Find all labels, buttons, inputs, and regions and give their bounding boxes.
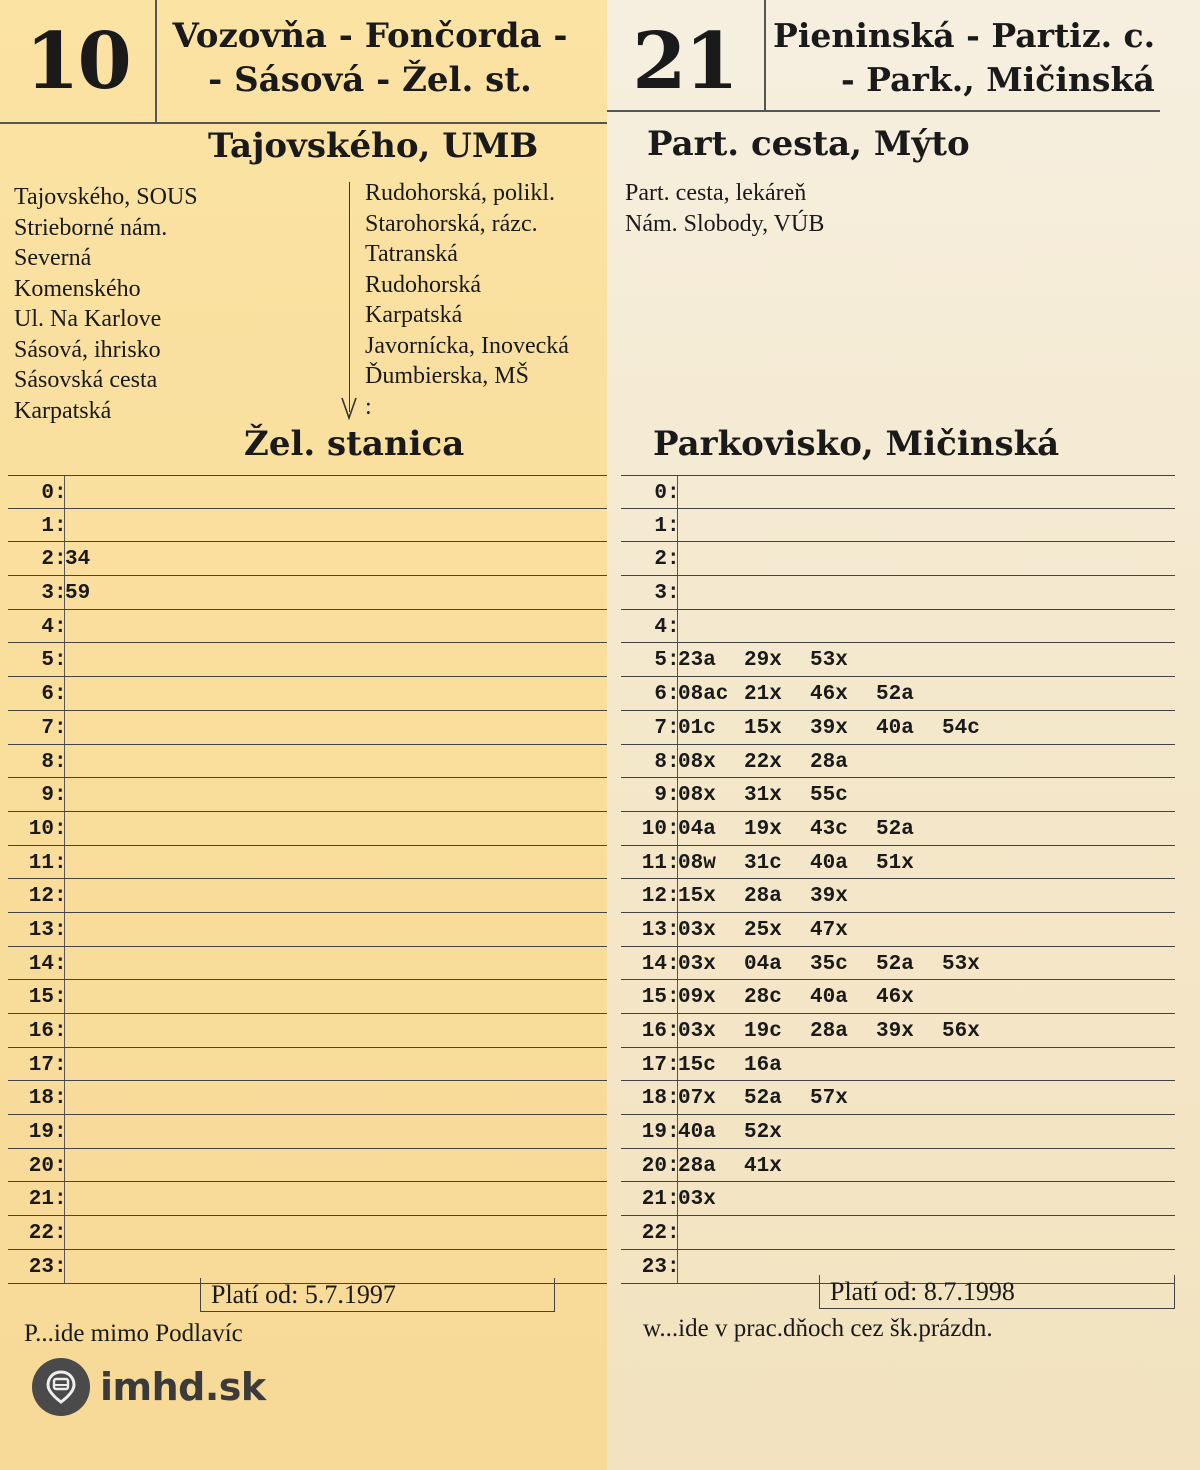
hour-label: 23 bbox=[28, 1255, 54, 1279]
departure-minute: 08w bbox=[678, 851, 716, 875]
hour-label: 18 bbox=[28, 1087, 54, 1111]
timetable-row bbox=[8, 913, 608, 947]
hour-label: 12 bbox=[641, 885, 667, 909]
column-separator bbox=[64, 745, 65, 778]
route-header bbox=[607, 0, 1200, 122]
timetable-row bbox=[621, 475, 1175, 509]
timetable-row bbox=[621, 1182, 1175, 1216]
departure-minute: 52a bbox=[744, 1087, 782, 1111]
timetable-row bbox=[621, 711, 1175, 745]
departure-minute: 52a bbox=[876, 683, 914, 707]
column-separator bbox=[64, 509, 65, 542]
departure-minute: 28a bbox=[810, 750, 848, 774]
departure-minute: 29x bbox=[744, 649, 782, 673]
departure-minute: 15x bbox=[678, 885, 716, 909]
stops-list-col2 bbox=[365, 178, 569, 422]
hour-label: 22 bbox=[28, 1222, 54, 1246]
departure-minute: 15c bbox=[678, 1053, 716, 1077]
stop-name: Ul. Na Karlove bbox=[14, 306, 162, 332]
stop-name: Karpatská bbox=[365, 302, 463, 328]
departure-minute: 07x bbox=[678, 1087, 716, 1111]
hour-label: 8 bbox=[654, 750, 667, 774]
hour-colon: : bbox=[667, 1121, 680, 1145]
column-separator bbox=[677, 509, 678, 542]
column-separator bbox=[64, 610, 65, 643]
timetable-row bbox=[8, 745, 608, 779]
departure-minute: 51x bbox=[876, 851, 914, 875]
departure-minute: 59 bbox=[65, 582, 91, 606]
column-separator bbox=[64, 711, 65, 744]
hour-label: 21 bbox=[641, 1188, 667, 1212]
departure-minute: 03x bbox=[678, 1188, 716, 1212]
stop-name: Komenského bbox=[14, 275, 141, 302]
departure-minute: 09x bbox=[678, 986, 716, 1010]
hour-colon: : bbox=[54, 1222, 67, 1246]
timetable-row bbox=[621, 1216, 1175, 1250]
hour-label: 7 bbox=[41, 716, 54, 740]
stop-name: Strieborné nám. bbox=[14, 214, 168, 241]
hour-colon: : bbox=[54, 716, 67, 740]
timetable-row bbox=[8, 1081, 608, 1115]
timetable-row bbox=[8, 711, 608, 745]
column-separator bbox=[64, 1081, 65, 1114]
timetable-row bbox=[8, 677, 608, 711]
hour-colon: : bbox=[54, 784, 67, 808]
timetable-row bbox=[8, 1048, 608, 1082]
hour-colon: : bbox=[667, 649, 680, 673]
column-separator bbox=[64, 476, 65, 508]
timetable-row bbox=[621, 610, 1175, 644]
column-separator bbox=[64, 1048, 65, 1081]
route-name-line1: Vozovňa - Fončorda - bbox=[172, 16, 568, 56]
timetable-row bbox=[8, 1216, 608, 1250]
departure-minute: 08x bbox=[678, 784, 716, 808]
timetable-row bbox=[621, 947, 1175, 981]
timetable-row bbox=[8, 1149, 608, 1183]
hour-label: 13 bbox=[28, 918, 54, 942]
stop-name: Tajovského, SOUS bbox=[14, 184, 198, 210]
departure-minute: 52x bbox=[744, 1121, 782, 1145]
hour-label: 14 bbox=[28, 952, 54, 976]
column-separator bbox=[677, 476, 678, 508]
timetable-row bbox=[621, 1149, 1175, 1183]
header-divider bbox=[155, 0, 157, 122]
timetable-row bbox=[621, 778, 1175, 812]
logo-text: imhd.sk bbox=[100, 1365, 266, 1409]
hour-colon: : bbox=[667, 817, 680, 841]
hour-colon: : bbox=[667, 482, 680, 505]
route-name-line1: Pieninská - Partiz. c. bbox=[773, 16, 1156, 55]
hour-colon: : bbox=[54, 885, 67, 909]
column-separator bbox=[64, 1182, 65, 1215]
timetable-row bbox=[8, 1014, 608, 1048]
hour-label: 3 bbox=[41, 582, 54, 606]
route-header bbox=[0, 0, 610, 124]
hour-colon: : bbox=[54, 1255, 67, 1279]
stops-list-col1 bbox=[625, 178, 824, 239]
stop-name: Sásová, ihrisko bbox=[14, 336, 161, 363]
hour-label: 1 bbox=[41, 514, 54, 538]
departure-minute: 39x bbox=[810, 716, 848, 740]
hour-label: 22 bbox=[641, 1222, 667, 1246]
column-separator bbox=[677, 1216, 678, 1249]
hour-label: 23 bbox=[641, 1255, 667, 1279]
hour-label: 5 bbox=[41, 649, 54, 673]
hour-colon: : bbox=[667, 683, 680, 707]
hour-label: 0 bbox=[654, 482, 667, 505]
departure-minute: 55c bbox=[810, 784, 848, 808]
hour-colon: : bbox=[667, 1255, 680, 1279]
hour-label: 5 bbox=[654, 649, 667, 673]
departure-minute: 28a bbox=[744, 885, 782, 909]
departure-minute: 57x bbox=[810, 1087, 848, 1111]
departure-minute: 04a bbox=[744, 952, 782, 976]
departure-minute: 54c bbox=[942, 716, 980, 740]
hour-label: 1 bbox=[654, 514, 667, 538]
departure-minute: 03x bbox=[678, 1020, 716, 1043]
hour-colon: : bbox=[667, 986, 680, 1010]
hour-colon: : bbox=[54, 1087, 67, 1111]
header-bottom-line bbox=[607, 110, 1160, 112]
timetable-row bbox=[621, 980, 1175, 1014]
timetable-row bbox=[621, 1115, 1175, 1149]
departure-minute: 28a bbox=[810, 1020, 848, 1043]
column-separator bbox=[64, 1014, 65, 1047]
hour-label: 17 bbox=[28, 1053, 54, 1077]
departure-minute: 03x bbox=[678, 918, 716, 942]
hour-colon: : bbox=[54, 817, 67, 841]
hour-label: 13 bbox=[641, 918, 667, 942]
departure-minute: 19x bbox=[744, 817, 782, 841]
timetable-row bbox=[8, 947, 608, 981]
column-separator bbox=[677, 610, 678, 643]
departure-minute: 19c bbox=[744, 1020, 782, 1043]
departure-minute: 28a bbox=[678, 1154, 716, 1178]
departure-minute: 41x bbox=[744, 1154, 782, 1178]
hour-label: 8 bbox=[41, 750, 54, 774]
hour-label: 4 bbox=[41, 615, 54, 639]
stop-name: Ďumbierska, MŠ bbox=[365, 363, 529, 389]
column-separator bbox=[64, 1216, 65, 1249]
stop-name: Severná bbox=[14, 245, 92, 271]
timetable-row bbox=[8, 1182, 608, 1216]
route-name-line2: - Sásová - Žel. st. bbox=[208, 60, 532, 100]
departure-minute: 39x bbox=[876, 1020, 914, 1043]
hour-colon: : bbox=[54, 750, 67, 774]
hour-colon: : bbox=[54, 548, 67, 572]
hour-label: 16 bbox=[641, 1020, 667, 1043]
hour-label: 2 bbox=[654, 548, 667, 572]
departure-minute: 43c bbox=[810, 817, 848, 841]
hour-label: 20 bbox=[28, 1154, 54, 1178]
valid-from: Platí od: 5.7.1997 bbox=[200, 1278, 555, 1312]
direction-line bbox=[349, 182, 350, 412]
departure-minute: 22x bbox=[744, 750, 782, 774]
hour-colon: : bbox=[54, 482, 67, 505]
departure-minute: 31c bbox=[744, 851, 782, 875]
column-separator bbox=[64, 947, 65, 980]
departure-minute: 08x bbox=[678, 750, 716, 774]
hour-colon: : bbox=[54, 582, 67, 606]
hour-colon: : bbox=[667, 952, 680, 976]
hour-colon: : bbox=[667, 1154, 680, 1178]
hour-label: 21 bbox=[28, 1188, 54, 1212]
hour-colon: : bbox=[54, 514, 67, 538]
departure-minute: 40a bbox=[810, 851, 848, 875]
column-separator bbox=[64, 778, 65, 811]
timetable-row bbox=[621, 677, 1175, 711]
destination-title: Parkovisko, Mičinská bbox=[653, 424, 1060, 464]
timetable-row bbox=[621, 576, 1175, 610]
stop-name: Starohorská, rázc. bbox=[365, 210, 538, 237]
hour-colon: : bbox=[667, 615, 680, 639]
timetable-row bbox=[621, 1081, 1175, 1115]
hour-label: 6 bbox=[41, 683, 54, 707]
departure-minute: 52a bbox=[876, 817, 914, 841]
footnote: P...ide mimo Podlavíc bbox=[24, 1320, 243, 1347]
departure-minute: 52a bbox=[876, 952, 914, 976]
timetable-row bbox=[8, 610, 608, 644]
departure-minute: 46x bbox=[876, 986, 914, 1010]
timetable-row bbox=[8, 475, 608, 509]
departure-minute: 40a bbox=[678, 1121, 716, 1145]
footnote: w...ide v prac.dňoch cez šk.prázdn. bbox=[643, 1315, 993, 1342]
hour-label: 2 bbox=[41, 548, 54, 572]
timetable-row bbox=[621, 1048, 1175, 1082]
bus-location-icon bbox=[32, 1358, 90, 1416]
timetable-grid bbox=[621, 475, 1175, 1284]
route-name bbox=[773, 14, 1165, 102]
current-stop-title: Tajovského, UMB bbox=[208, 126, 539, 166]
timetable-row bbox=[621, 509, 1175, 543]
column-separator bbox=[677, 1250, 678, 1283]
hour-colon: : bbox=[54, 1154, 67, 1178]
timetable-row bbox=[8, 846, 608, 880]
departure-minute: 03x bbox=[678, 952, 716, 976]
hour-colon: : bbox=[667, 1053, 680, 1077]
destination-title: Žel. stanica bbox=[244, 424, 465, 464]
hour-colon: : bbox=[667, 750, 680, 774]
hour-colon: : bbox=[667, 851, 680, 875]
column-separator bbox=[64, 677, 65, 710]
hour-colon: : bbox=[667, 716, 680, 740]
hour-label: 16 bbox=[28, 1020, 54, 1043]
hour-label: 20 bbox=[641, 1154, 667, 1178]
stop-name: Karpatská bbox=[14, 397, 112, 424]
hour-label: 10 bbox=[28, 817, 54, 841]
hour-colon: : bbox=[54, 918, 67, 942]
hour-label: 11 bbox=[28, 851, 54, 875]
hour-label: 12 bbox=[28, 885, 54, 909]
timetable-row bbox=[621, 643, 1175, 677]
timetable-row bbox=[8, 980, 608, 1014]
hour-colon: : bbox=[667, 1020, 680, 1043]
current-stop-title: Part. cesta, Mýto bbox=[647, 124, 970, 164]
hour-label: 19 bbox=[641, 1121, 667, 1145]
departure-minute: 53x bbox=[810, 649, 848, 673]
hour-colon: : bbox=[667, 514, 680, 538]
hour-colon: : bbox=[667, 885, 680, 909]
hour-label: 15 bbox=[641, 986, 667, 1010]
timetable-row bbox=[621, 846, 1175, 880]
timetable-row bbox=[8, 643, 608, 677]
hour-label: 9 bbox=[41, 784, 54, 808]
timetable-row bbox=[8, 576, 608, 610]
route-name bbox=[165, 14, 575, 102]
column-separator bbox=[64, 846, 65, 879]
departure-minute: 15x bbox=[744, 716, 782, 740]
hour-label: 18 bbox=[641, 1087, 667, 1111]
stop-name: : bbox=[365, 393, 372, 420]
timetable-row bbox=[8, 542, 608, 576]
hour-colon: : bbox=[667, 548, 680, 572]
departure-minute: 56x bbox=[942, 1020, 980, 1043]
column-separator bbox=[677, 576, 678, 609]
departure-minute: 21x bbox=[744, 683, 782, 707]
timetable-row bbox=[621, 1014, 1175, 1048]
stop-name: Javornícka, Inovecká bbox=[365, 332, 569, 359]
timetable-row bbox=[621, 913, 1175, 947]
hour-label: 10 bbox=[641, 817, 667, 841]
departure-minute: 46x bbox=[810, 683, 848, 707]
departure-minute: 39x bbox=[810, 885, 848, 909]
direction-arrow-icon bbox=[340, 396, 358, 420]
stop-name: Rudohorská, polikl. bbox=[365, 180, 555, 206]
hour-colon: : bbox=[667, 582, 680, 606]
hour-colon: : bbox=[54, 851, 67, 875]
stop-name: Nám. Slobody, VÚB bbox=[625, 210, 825, 237]
departure-minute: 04a bbox=[678, 817, 716, 841]
column-separator bbox=[677, 542, 678, 575]
departure-minute: 40a bbox=[876, 716, 914, 740]
hour-label: 11 bbox=[641, 851, 667, 875]
stop-name: Rudohorská bbox=[365, 271, 481, 298]
departure-minute: 31x bbox=[744, 784, 782, 808]
departure-minute: 53x bbox=[942, 952, 980, 976]
hour-label: 19 bbox=[28, 1121, 54, 1145]
hour-label: 14 bbox=[641, 952, 667, 976]
stop-name: Tatranská bbox=[365, 241, 458, 267]
timetable-row bbox=[8, 1115, 608, 1149]
hour-colon: : bbox=[667, 784, 680, 808]
departure-minute: 01c bbox=[678, 716, 716, 740]
timetable-row bbox=[621, 745, 1175, 779]
route-number: 10 bbox=[25, 15, 130, 107]
hour-colon: : bbox=[54, 986, 67, 1010]
column-separator bbox=[64, 643, 65, 676]
timetable-row bbox=[8, 879, 608, 913]
hour-colon: : bbox=[54, 1121, 67, 1145]
imhd-logo bbox=[32, 1358, 266, 1416]
hour-label: 7 bbox=[654, 716, 667, 740]
timetable-row bbox=[621, 542, 1175, 576]
hour-label: 3 bbox=[654, 582, 667, 606]
hour-colon: : bbox=[54, 683, 67, 707]
departure-minute: 16a bbox=[744, 1053, 782, 1077]
hour-colon: : bbox=[54, 1188, 67, 1212]
column-separator bbox=[64, 812, 65, 845]
stop-name: Part. cesta, lekáreň bbox=[625, 180, 807, 206]
valid-from: Platí od: 8.7.1998 bbox=[819, 1275, 1175, 1309]
hour-label: 15 bbox=[28, 986, 54, 1010]
departure-minute: 47x bbox=[810, 918, 848, 942]
hour-colon: : bbox=[54, 1020, 67, 1043]
timetable-grid bbox=[8, 475, 608, 1284]
route-name-line2: - Park., Mičinská bbox=[841, 60, 1155, 99]
timetable-row bbox=[8, 812, 608, 846]
hour-label: 9 bbox=[654, 784, 667, 808]
hour-colon: : bbox=[667, 1087, 680, 1111]
hour-colon: : bbox=[54, 649, 67, 673]
column-separator bbox=[64, 1149, 65, 1182]
column-separator bbox=[64, 913, 65, 946]
timetable-row bbox=[621, 812, 1175, 846]
hour-label: 0 bbox=[41, 482, 54, 505]
hour-label: 6 bbox=[654, 683, 667, 707]
hour-label: 17 bbox=[641, 1053, 667, 1077]
stops-list-col1 bbox=[14, 182, 198, 426]
timetable-row bbox=[8, 778, 608, 812]
timetable-sheet-right bbox=[607, 0, 1200, 1470]
header-divider bbox=[764, 0, 766, 112]
route-number: 21 bbox=[632, 15, 737, 107]
column-separator bbox=[64, 980, 65, 1013]
hour-colon: : bbox=[667, 1188, 680, 1212]
hour-colon: : bbox=[667, 918, 680, 942]
column-separator bbox=[64, 879, 65, 912]
hour-colon: : bbox=[54, 952, 67, 976]
departure-minute: 08ac bbox=[678, 683, 729, 707]
departure-minute: 25x bbox=[744, 918, 782, 942]
stop-name: Sásovská cesta bbox=[14, 367, 158, 393]
hour-colon: : bbox=[54, 615, 67, 639]
column-separator bbox=[64, 1115, 65, 1148]
hour-label: 4 bbox=[654, 615, 667, 639]
hour-colon: : bbox=[54, 1053, 67, 1077]
departure-minute: 35c bbox=[810, 952, 848, 976]
departure-minute: 23a bbox=[678, 649, 716, 673]
departure-minute: 28c bbox=[744, 986, 782, 1010]
departure-minute: 40a bbox=[810, 986, 848, 1010]
timetable-row bbox=[8, 509, 608, 543]
column-separator bbox=[64, 1250, 65, 1283]
departure-minute: 34 bbox=[65, 548, 91, 572]
timetable-row bbox=[621, 879, 1175, 913]
hour-colon: : bbox=[667, 1222, 680, 1246]
